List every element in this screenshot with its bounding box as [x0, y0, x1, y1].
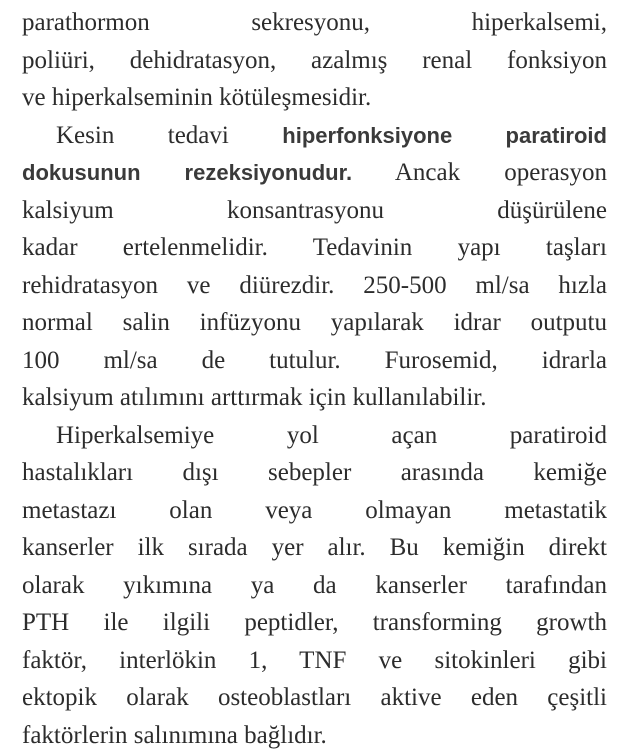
text-line: faktörlerin salınımına bağlıdır. — [22, 717, 607, 754]
text-line: faktör, interlökin 1, TNF ve sitokinleri gibi — [22, 642, 607, 680]
text-span: Ancak operasyon — [352, 159, 607, 186]
text-line: kanserler ilk sırada yer alır. Bu kemiğin direkt — [22, 529, 607, 567]
text-line: normal salin infüzyonu yapılarak idrar outputu — [22, 304, 607, 342]
text-span: Kesin tedavi — [56, 122, 282, 149]
text-line: hastalıkları dışı sebepler arasında kemiğe — [22, 454, 607, 492]
bold-text: hiperfonksiyone paratiroid — [282, 123, 607, 148]
text-line: metastazı olan veya olmayan metastatik — [22, 492, 607, 530]
text-line — [22, 154, 607, 192]
text-line: kalsiyum atılımını arttırmak için kullanılabilir. — [22, 379, 607, 417]
text-line: rehidratasyon ve diürezdir. 250-500 ml/sa hızla — [22, 267, 607, 305]
text-line: poliüri, dehidratasyon, azalmış renal fonksiyon — [22, 42, 607, 80]
document-page — [22, 4, 607, 754]
paragraph-3 — [22, 417, 607, 754]
text-line: kalsiyum konsantrasyonu düşürülene — [22, 192, 607, 230]
paragraph-1 — [22, 4, 607, 117]
text-line: kadar ertelenmelidir. Tedavinin yapı taşları — [22, 229, 607, 267]
bold-text: dokusunun rezeksiyonudur. — [22, 160, 352, 185]
text-line: Hiperkalsemiye yol açan paratiroid — [22, 417, 607, 455]
text-line: ektopik olarak osteoblastları aktive eden çeşitli — [22, 679, 607, 717]
text-line: 100 ml/sa de tutulur. Furosemid, idrarla — [22, 342, 607, 380]
text-line: ve hiperkalseminin kötüleşmesidir. — [22, 79, 607, 117]
text-line: olarak yıkımına ya da kanserler tarafından — [22, 567, 607, 605]
text-line: PTH ile ilgili peptidler, transforming growth — [22, 604, 607, 642]
text-line: parathormon sekresyonu, hiperkalsemi, — [22, 4, 607, 42]
paragraph-2 — [22, 117, 607, 417]
text-line — [22, 117, 607, 155]
